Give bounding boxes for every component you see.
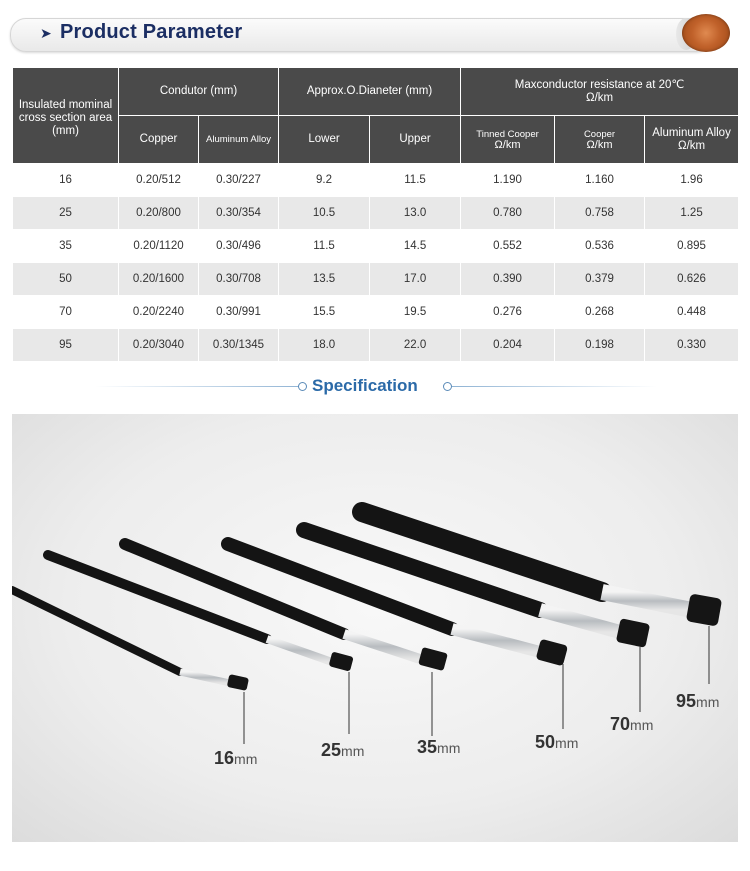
- cell-copper: 0.20/512: [119, 164, 199, 197]
- cell-area: 70: [13, 296, 119, 329]
- cell-area: 25: [13, 197, 119, 230]
- label-25mm-unit: mm: [341, 743, 365, 759]
- header-resistance: [461, 68, 739, 116]
- cell-copper: 0.20/3040: [119, 329, 199, 362]
- cell-cooper: 0.379: [555, 263, 645, 296]
- header-alloy-unit: Ω/km: [677, 139, 706, 152]
- cell-alloy: 1.25: [645, 197, 739, 230]
- header-diameter: Approx.O.Dianeter (mm): [279, 68, 461, 116]
- label-25mm-num: 25: [321, 740, 342, 760]
- header-tinned-cooper-label: Tinned Cooper: [476, 128, 539, 140]
- cell-lower: 9.2: [279, 164, 370, 197]
- label-16mm-unit: mm: [234, 751, 258, 767]
- header-copper: Copper: [119, 116, 199, 164]
- cell-tinned: 0.552: [461, 230, 555, 263]
- cell-cooper: 0.758: [555, 197, 645, 230]
- cell-upper: 11.5: [370, 164, 461, 197]
- header-upper: Upper: [370, 116, 461, 164]
- header-alloy-label: Aluminum Alloy: [652, 126, 731, 139]
- table-row: [13, 329, 739, 362]
- spec-divider-right: [452, 386, 657, 387]
- cell-alloy: 0.895: [645, 230, 739, 263]
- page-title: Product Parameter: [60, 21, 243, 43]
- header-tinned-cooper-unit: Ω/km: [494, 138, 521, 151]
- table-row: [13, 296, 739, 329]
- copper-cable-end-icon: [682, 14, 730, 52]
- label-35mm-num: 35: [417, 737, 438, 757]
- label-50mm-unit: mm: [555, 735, 579, 751]
- cell-lower: 10.5: [279, 197, 370, 230]
- cell-copper: 0.20/1120: [119, 230, 199, 263]
- label-95mm-unit: mm: [696, 694, 720, 710]
- cell-cooper: 0.536: [555, 230, 645, 263]
- header-tinned-cooper: [461, 116, 555, 164]
- table-row: [13, 230, 739, 263]
- header-cooper-unit: Ω/km: [586, 138, 613, 151]
- cell-alloy: 0.448: [645, 296, 739, 329]
- cell-aluminum: 0.30/227: [199, 164, 279, 197]
- cell-upper: 14.5: [370, 230, 461, 263]
- header-cooper: [555, 116, 645, 164]
- label-70mm-num: 70: [610, 714, 631, 734]
- cell-cooper: 0.198: [555, 329, 645, 362]
- cell-cooper: 0.268: [555, 296, 645, 329]
- label-70mm-unit: mm: [630, 717, 654, 733]
- label-16mm-num: 16: [214, 748, 235, 768]
- cell-aluminum: 0.30/1345: [199, 329, 279, 362]
- cell-copper: 0.20/1600: [119, 263, 199, 296]
- parameter-table: [12, 67, 739, 362]
- label-50mm: [535, 732, 578, 753]
- cell-alloy: 1.96: [645, 164, 739, 197]
- cell-area: 50: [13, 263, 119, 296]
- header-aluminum-alloy: Aluminum Alloy: [199, 116, 279, 164]
- table-row: [13, 263, 739, 296]
- cell-lower: 18.0: [279, 329, 370, 362]
- header-resistance-line1: Maxconductor resistance at 20℃: [514, 78, 685, 91]
- cable-photo: [12, 414, 738, 842]
- cell-tinned: 0.780: [461, 197, 555, 230]
- cell-cooper: 1.160: [555, 164, 645, 197]
- table-row: [13, 164, 739, 197]
- header-area: Insulated mominal cross section area (mm): [13, 68, 119, 164]
- cell-copper: 0.20/2240: [119, 296, 199, 329]
- cell-area: 16: [13, 164, 119, 197]
- product-parameter-banner: [10, 14, 736, 52]
- label-35mm: [417, 737, 460, 758]
- label-16mm: [214, 748, 257, 769]
- cable-illustration: [12, 414, 738, 842]
- cable-25mm: [48, 555, 354, 734]
- cable-16mm: [12, 590, 249, 744]
- cell-aluminum: 0.30/354: [199, 197, 279, 230]
- cell-lower: 13.5: [279, 263, 370, 296]
- cell-aluminum: 0.30/708: [199, 263, 279, 296]
- cell-alloy: 0.626: [645, 263, 739, 296]
- header-lower: Lower: [279, 116, 370, 164]
- header-conductor: Condutor (mm): [119, 68, 279, 116]
- table-row: [13, 197, 739, 230]
- spec-dot-right-icon: [443, 382, 452, 391]
- arrow-icon: ➤: [40, 25, 52, 41]
- cell-lower: 11.5: [279, 230, 370, 263]
- label-95mm-num: 95: [676, 691, 697, 711]
- cell-upper: 22.0: [370, 329, 461, 362]
- spec-divider-left: [95, 386, 303, 387]
- label-95mm: [676, 691, 719, 712]
- cell-tinned: 1.190: [461, 164, 555, 197]
- cell-tinned: 0.276: [461, 296, 555, 329]
- header-resistance-line2: Ω/km: [585, 91, 614, 104]
- cell-area: 95: [13, 329, 119, 362]
- cell-alloy: 0.330: [645, 329, 739, 362]
- cell-tinned: 0.390: [461, 263, 555, 296]
- cell-aluminum: 0.30/991: [199, 296, 279, 329]
- cell-upper: 19.5: [370, 296, 461, 329]
- cell-tinned: 0.204: [461, 329, 555, 362]
- cell-copper: 0.20/800: [119, 197, 199, 230]
- header-cooper-label: Cooper: [583, 128, 616, 140]
- cell-upper: 17.0: [370, 263, 461, 296]
- header-aluminum-alloy-resistance: [645, 116, 739, 164]
- cell-area: 35: [13, 230, 119, 263]
- cell-lower: 15.5: [279, 296, 370, 329]
- label-70mm: [610, 714, 653, 735]
- label-25mm: [321, 740, 364, 761]
- cell-upper: 13.0: [370, 197, 461, 230]
- spec-dot-left-icon: [298, 382, 307, 391]
- specification-title: Specification: [312, 376, 418, 395]
- label-50mm-num: 50: [535, 732, 556, 752]
- label-35mm-unit: mm: [437, 740, 461, 756]
- cell-aluminum: 0.30/496: [199, 230, 279, 263]
